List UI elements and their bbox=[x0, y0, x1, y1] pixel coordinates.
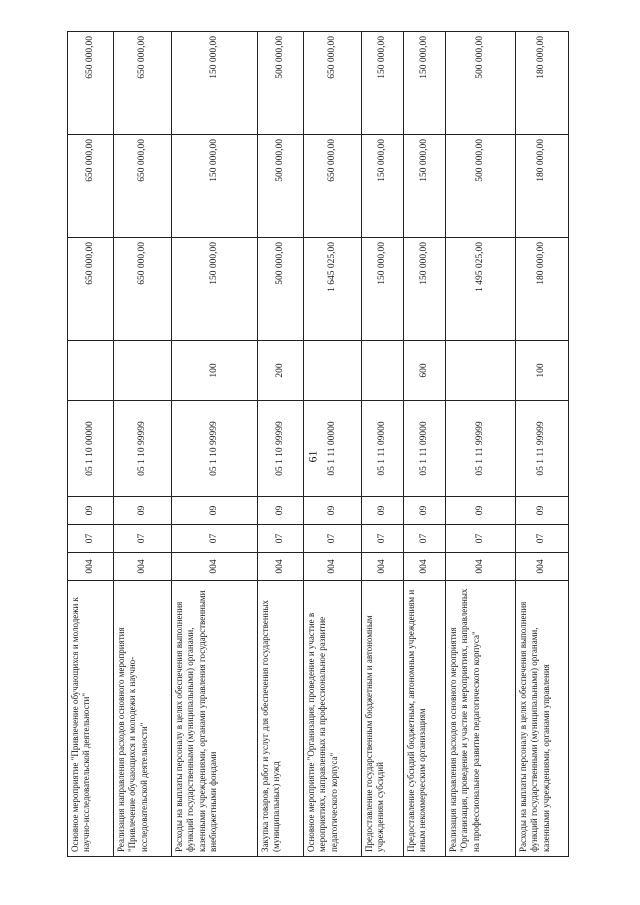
cell-sum1: 1 645 025,00 bbox=[304, 238, 362, 341]
cell-sum3: 180 000,00 bbox=[516, 32, 569, 135]
cell-name: Предоставление субсидий бюджетным, автономным учреждениям и иным некоммерческим организациям bbox=[404, 581, 446, 857]
table-row bbox=[516, 32, 569, 857]
cell-sum1: 500 000,00 bbox=[258, 238, 304, 341]
cell-sum2: 500 000,00 bbox=[258, 135, 304, 238]
cell-subsection: 09 bbox=[258, 497, 304, 525]
cell-target: 05 1 11 09000 bbox=[362, 401, 404, 497]
cell-target: 05 1 10 99999 bbox=[172, 401, 258, 497]
cell-sum3: 150 000,00 bbox=[404, 32, 446, 135]
cell-sum2: 150 000,00 bbox=[362, 135, 404, 238]
cell-target: 05 1 10 99999 bbox=[258, 401, 304, 497]
cell-type: 200 bbox=[258, 341, 304, 401]
cell-type bbox=[362, 341, 404, 401]
cell-section: 07 bbox=[516, 525, 569, 553]
cell-sum3: 650 000,00 bbox=[304, 32, 362, 135]
cell-name: Расходы на выплаты персоналу в целях обеспечения выполнения функций государственными (муниципальными) органами, казенными учреждениями, органами управления bbox=[516, 581, 569, 857]
cell-name: Закупка товаров, работ и услуг для обеспечения государственных (муниципальных) нужд bbox=[258, 581, 304, 857]
cell-type bbox=[304, 341, 362, 401]
cell-subsection: 09 bbox=[172, 497, 258, 525]
cell-sum1: 180 000,00 bbox=[516, 238, 569, 341]
table-row bbox=[114, 32, 172, 857]
cell-type bbox=[114, 341, 172, 401]
table-body bbox=[68, 32, 569, 857]
cell-admin: 004 bbox=[404, 553, 446, 581]
cell-name: Основное мероприятие "Организация, проведение и участие в мероприятиях, направленных на профессиональное развитие педагогического корпуса" bbox=[304, 581, 362, 857]
cell-sum3: 150 000,00 bbox=[362, 32, 404, 135]
cell-sum2: 500 000,00 bbox=[446, 135, 516, 238]
cell-admin: 004 bbox=[446, 553, 516, 581]
cell-subsection: 09 bbox=[304, 497, 362, 525]
cell-name: Расходы на выплаты персоналу в целях обеспечения выполнения функций государственными (муниципальными) органами, казенными учреждениями, органами управления государственными внебюджетными фондами bbox=[172, 581, 258, 857]
cell-sum3: 500 000,00 bbox=[446, 32, 516, 135]
cell-target: 05 1 10 99999 bbox=[114, 401, 172, 497]
cell-admin: 004 bbox=[114, 553, 172, 581]
cell-sum1: 150 000,00 bbox=[404, 238, 446, 341]
cell-name: Реализация направления расходов основного мероприятия "Организация, проведение и участие в мероприятиях, направленных на профессиональное развитие педагогического корпуса" bbox=[446, 581, 516, 857]
cell-section: 07 bbox=[114, 525, 172, 553]
cell-section: 07 bbox=[446, 525, 516, 553]
table-row bbox=[172, 32, 258, 857]
cell-sum3: 650 000,00 bbox=[68, 32, 114, 135]
cell-name: Предоставление государственным бюджетным и автономным учреждениям субсидий bbox=[362, 581, 404, 857]
cell-sum2: 650 000,00 bbox=[304, 135, 362, 238]
table-row bbox=[404, 32, 446, 857]
cell-target: 05 1 11 09000 bbox=[404, 401, 446, 497]
table-row bbox=[258, 32, 304, 857]
cell-type: 100 bbox=[172, 341, 258, 401]
cell-subsection: 09 bbox=[114, 497, 172, 525]
cell-target: 05 1 11 99999 bbox=[446, 401, 516, 497]
cell-sum3: 500 000,00 bbox=[258, 32, 304, 135]
cell-target: 05 1 11 00000 bbox=[304, 401, 362, 497]
cell-sum1: 1 495 025,00 bbox=[446, 238, 516, 341]
table-row bbox=[304, 32, 362, 857]
cell-subsection: 09 bbox=[68, 497, 114, 525]
cell-admin: 004 bbox=[516, 553, 569, 581]
cell-sum3: 150 000,00 bbox=[172, 32, 258, 135]
cell-name: Основное мероприятие "Привлечение обучающихся и молодежи к научно-исследовательской деятельности" bbox=[68, 581, 114, 857]
cell-section: 07 bbox=[172, 525, 258, 553]
cell-target: 05 1 10 00000 bbox=[68, 401, 114, 497]
cell-admin: 004 bbox=[362, 553, 404, 581]
cell-sum3: 650 000,00 bbox=[114, 32, 172, 135]
cell-sum1: 150 000,00 bbox=[362, 238, 404, 341]
table-row bbox=[68, 32, 114, 857]
cell-subsection: 09 bbox=[404, 497, 446, 525]
budget-table bbox=[67, 31, 569, 857]
cell-type bbox=[68, 341, 114, 401]
cell-type bbox=[446, 341, 516, 401]
cell-sum2: 180 000,00 bbox=[516, 135, 569, 238]
cell-sum2: 150 000,00 bbox=[404, 135, 446, 238]
table-row bbox=[362, 32, 404, 857]
cell-sum2: 650 000,00 bbox=[68, 135, 114, 238]
cell-sum1: 150 000,00 bbox=[172, 238, 258, 341]
cell-section: 07 bbox=[258, 525, 304, 553]
cell-subsection: 09 bbox=[362, 497, 404, 525]
cell-section: 07 bbox=[68, 525, 114, 553]
cell-admin: 004 bbox=[172, 553, 258, 581]
page-number: 61 bbox=[305, 450, 320, 463]
cell-subsection: 09 bbox=[516, 497, 569, 525]
cell-sum2: 650 000,00 bbox=[114, 135, 172, 238]
cell-type: 600 bbox=[404, 341, 446, 401]
cell-sum1: 650 000,00 bbox=[114, 238, 172, 341]
cell-sum1: 650 000,00 bbox=[68, 238, 114, 341]
cell-section: 07 bbox=[404, 525, 446, 553]
cell-name: Реализация направления расходов основного мероприятия "Привлечение обучающихся и молодежи к научно-исследовательской деятельности" bbox=[114, 581, 172, 857]
cell-admin: 004 bbox=[304, 553, 362, 581]
cell-type: 100 bbox=[516, 341, 569, 401]
cell-section: 07 bbox=[362, 525, 404, 553]
cell-admin: 004 bbox=[68, 553, 114, 581]
cell-target: 05 1 11 99999 bbox=[516, 401, 569, 497]
rotated-table-wrapper bbox=[67, 32, 568, 857]
cell-sum2: 150 000,00 bbox=[172, 135, 258, 238]
cell-section: 07 bbox=[304, 525, 362, 553]
cell-subsection: 09 bbox=[446, 497, 516, 525]
cell-admin: 004 bbox=[258, 553, 304, 581]
table-row bbox=[446, 32, 516, 857]
